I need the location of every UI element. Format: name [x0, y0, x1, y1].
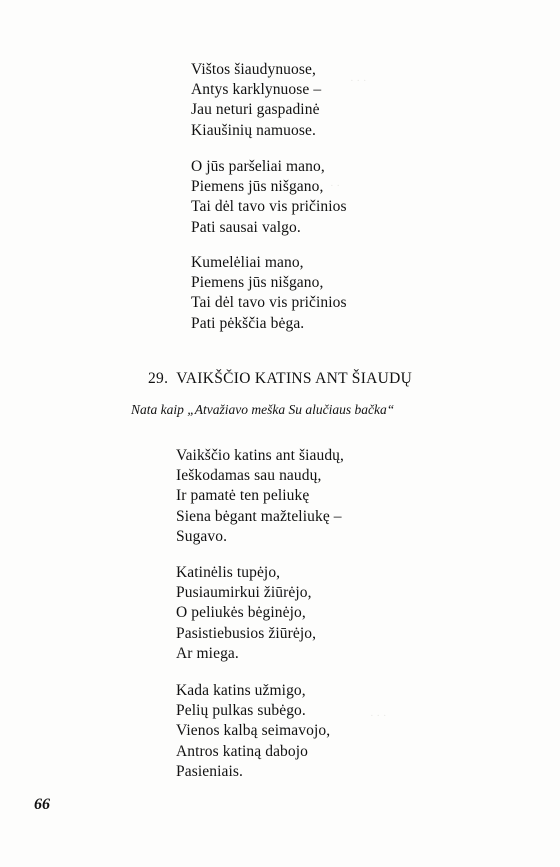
- stanza: [176, 563, 316, 664]
- verse-line: Tai dėl tavo vis pričinios: [191, 294, 347, 312]
- song-heading: [148, 370, 412, 388]
- stanza: [176, 446, 344, 547]
- verse-line: Kumelėliai mano,: [191, 254, 304, 271]
- verse-line: Pelių pulkas subėgo.: [176, 702, 306, 720]
- verse-line: Tai dėl tavo vis pričinios: [191, 198, 347, 216]
- verse-line: Kiaušinių namuose.: [191, 121, 316, 139]
- song-title: VAIKŠČIO KATINS ANT ŠIAUDŲ: [176, 370, 413, 387]
- verse-line: Pati sausai valgo.: [191, 218, 301, 236]
- verse-line: Antys karklynuose –: [191, 81, 322, 99]
- stanza: [176, 681, 330, 782]
- verse-line: Vištos šiaudynuose,: [191, 61, 316, 78]
- verse-line: Pati pėkščia bėga.: [191, 314, 305, 332]
- show-through-mark: · ·: [330, 180, 341, 192]
- verse-line: O jūs paršeliai mano,: [191, 158, 325, 175]
- verse-line: Piemens jūs nišgano,: [191, 274, 324, 292]
- verse-line: Siena bėgant mažteliukę –: [176, 507, 342, 525]
- verse-line: Kada katins užmigo,: [176, 682, 306, 699]
- verse-line: Piemens jūs nišgano,: [191, 178, 324, 196]
- page-number: 66: [34, 796, 50, 813]
- verse-line: Ar miega.: [176, 644, 239, 662]
- stanza: [191, 60, 321, 141]
- verse-line: Antros katiną dabojo: [176, 742, 309, 760]
- verse-line: Ieškodamas sau naudų,: [176, 467, 322, 485]
- show-through-mark: · · ·: [350, 75, 367, 87]
- song-number: 29.: [148, 370, 169, 387]
- stanza: [191, 157, 347, 238]
- verse-line: O peliukės bėginėjo,: [176, 604, 306, 622]
- verse-line: Ir pamatė ten peliukę: [176, 487, 310, 505]
- verse-line: Vaikščio katins ant šiaudų,: [176, 447, 345, 464]
- verse-line: Sugavo.: [176, 527, 228, 545]
- show-through-mark: · · ·: [370, 710, 387, 722]
- verse-line: Jau neturi gaspadinė: [191, 101, 320, 119]
- verse-line: Katinėlis tupėjo,: [176, 564, 281, 581]
- verse-line: Pasistiebusios žiūrėjo,: [176, 624, 317, 642]
- stanza: [191, 253, 347, 334]
- song-subtitle: Nata kaip „Atvažiavo meška Su alučiaus bačka“: [131, 402, 395, 417]
- verse-line: Pasieniais.: [176, 762, 243, 780]
- verse-line: Pusiaumirkui žiūrėjo,: [176, 584, 312, 602]
- verse-line: Vienos kalbą seimavojo,: [176, 722, 331, 740]
